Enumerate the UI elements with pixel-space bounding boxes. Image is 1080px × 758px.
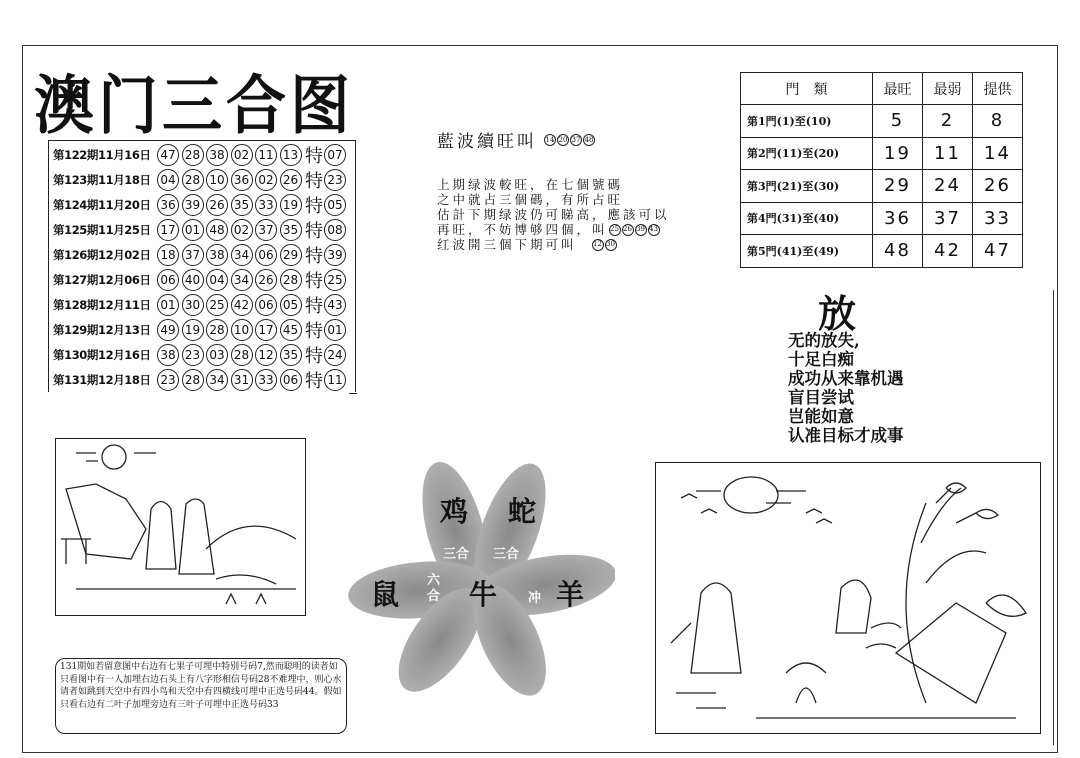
draw-row [53,343,349,367]
draw-row [53,193,349,217]
draw-label: 第129期12月13日 [53,323,151,337]
number-ball: 34 [231,269,253,291]
table-row [741,170,1023,203]
number-ball: 01 [157,294,179,316]
offer-value: 14 [973,137,1023,170]
draw-row [53,368,349,392]
number-ball: 30 [182,294,204,316]
sanhe-label: 三合 [493,547,520,562]
offer-value: 33 [973,202,1023,235]
draw-label: 第130期12月16日 [53,348,151,362]
number-ball: 13 [280,144,302,166]
hot-value: 29 [873,170,923,203]
number-ball: 38 [206,144,228,166]
draw-label: 第124期11月20日 [53,198,151,212]
draw-row [53,143,349,167]
number-ball: 40 [182,269,204,291]
number-ball: 37 [571,135,581,144]
number-ball: 38 [157,344,179,366]
number-ball: 02 [231,219,253,241]
special-number-ball: 11 [324,369,346,391]
hot-value: 19 [873,137,923,170]
number-ball: 35 [280,344,302,366]
draw-label: 第127期12月06日 [53,273,151,287]
number-ball: 04 [206,269,228,291]
number-ball: 28 [231,344,253,366]
door-range: 第2門(11)至(20) [741,137,873,170]
header-hot: 最旺 [873,73,923,105]
number-ball: 10 [206,169,228,191]
number-ball: 11 [255,144,277,166]
special-label: 特 [305,196,323,217]
divider [1053,290,1054,745]
number-ball: 48 [584,135,594,144]
special-number-ball: 39 [324,244,346,266]
cold-value: 42 [923,235,973,268]
number-ball: 45 [280,319,302,341]
number-ball: 20 [558,135,568,144]
number-ball: 14 [545,135,555,144]
number-ball: 39 [182,194,204,216]
draw-row [53,318,349,342]
special-label: 特 [305,296,323,317]
analysis-line [437,222,670,237]
number-ball: 43 [648,224,660,236]
illustration-old-man-tree [655,462,1041,734]
offer-value: 47 [973,235,1023,268]
number-ball: 19 [280,194,302,216]
number-ball: 29 [280,244,302,266]
zodiac-rooster: 鸡 [440,495,469,528]
zodiac-rat: 鼠 [371,578,400,611]
door-range: 第5門(41)至(49) [741,235,873,268]
liuhe-label: 六合 [427,573,441,604]
number-ball: 17 [255,319,277,341]
poem-line: 十足白痴 [788,350,854,369]
number-ball: 49 [157,319,179,341]
number-ball: 01 [182,219,204,241]
number-ball: 26 [622,224,634,236]
draw-label: 第128期12月11日 [53,298,151,312]
number-ball: 35 [231,194,253,216]
door-table [740,72,1023,268]
table-row [741,137,1023,170]
number-ball: 17 [157,219,179,241]
hot-value: 5 [873,105,923,138]
draw-label: 第122期11月16日 [53,148,151,162]
number-ball: 28 [182,169,204,191]
analysis-text [437,177,670,252]
page-title: 澳门三合图 [34,69,354,143]
number-ball: 28 [182,144,204,166]
table-header [741,73,1023,105]
special-label: 特 [305,221,323,242]
number-ball: 05 [280,294,302,316]
number-ball: 10 [231,319,253,341]
number-ball: 28 [280,269,302,291]
table-row [741,202,1023,235]
number-ball: 03 [206,344,228,366]
draw-row [53,268,349,292]
illustration-two-figures [55,438,306,616]
special-label: 特 [305,346,323,367]
poem-line: 盲目尝试 [788,388,854,407]
offer-value: 26 [973,170,1023,203]
number-ball: 33 [255,369,277,391]
poem-line: 认准目标才成事 [788,426,904,445]
analysis-line-text: 红波開三個下期可叫 [437,237,577,252]
cold-value: 2 [923,105,973,138]
header-offer: 提供 [973,73,1023,105]
hint-note: 131期如若留意图中右边有七果子可埋中特别号码7,然而聪明的读者如只看图中有一人加埋右边石头上有八字形相信号码28不难埋中，则心水请者如跳到天空中有四小鸟和天空中有四横线可埋中正选号码44。假如只看右边有二叶子加埋旁边有三叶子可埋中正选号码33 [55,658,347,734]
number-ball: 38 [206,244,228,266]
analysis-line: 上期绿波較旺，在七個號碼 [437,177,624,192]
draw-label: 第126期12月02日 [53,248,151,262]
header-cold: 最弱 [923,73,973,105]
zodiac-snake: 蛇 [508,495,537,528]
number-ball: 35 [280,219,302,241]
special-label: 特 [305,321,323,342]
special-label: 特 [305,171,323,192]
draw-row [53,243,349,267]
zodiac-ox: 牛 [469,578,498,611]
number-ball: 12 [592,239,604,251]
special-number-ball: 23 [324,169,346,191]
number-ball: 06 [157,269,179,291]
special-number-ball: 05 [324,194,346,216]
zodiac-goat: 羊 [556,578,585,611]
chong-label: 冲 [528,591,542,606]
poem-line: 岂能如意 [788,407,854,426]
number-ball: 26 [255,269,277,291]
number-ball: 12 [255,344,277,366]
poem-line: 成功从来靠机遇 [788,369,904,388]
poem [788,331,904,445]
cold-value: 37 [923,202,973,235]
number-ball: 19 [182,319,204,341]
number-ball: 23 [182,344,204,366]
analysis-line [437,237,670,252]
analysis-line: 估計下期绿波仍可睇高，應該可以 [437,207,670,222]
blue-wave-text: 藍波續旺叫 [437,132,537,152]
poem-title: 放 [818,291,857,336]
number-ball: 31 [231,369,253,391]
door-range: 第3門(21)至(30) [741,170,873,203]
number-ball: 33 [255,194,277,216]
special-label: 特 [305,271,323,292]
number-ball: 37 [255,219,277,241]
special-number-ball: 25 [324,269,346,291]
analysis-line-text: 再旺，不妨博够四個，叫 [437,222,608,237]
number-ball: 39 [635,224,647,236]
draw-label: 第131期12月18日 [53,373,151,387]
number-ball: 36 [231,169,253,191]
hot-value: 36 [873,202,923,235]
number-ball: 36 [157,194,179,216]
number-ball: 34 [231,244,253,266]
number-ball: 37 [182,244,204,266]
special-number-ball: 07 [324,144,346,166]
number-ball: 42 [231,294,253,316]
number-ball: 02 [255,169,277,191]
table-row [741,105,1023,138]
table-row [741,235,1023,268]
cold-value: 24 [923,170,973,203]
special-label: 特 [305,371,323,392]
number-ball: 06 [255,294,277,316]
draw-row [53,293,349,317]
number-ball: 34 [206,369,228,391]
number-ball: 26 [206,194,228,216]
number-ball: 04 [157,169,179,191]
blue-wave-heading [437,127,595,152]
number-ball: 06 [255,244,277,266]
offer-value: 8 [973,105,1023,138]
draw-results-table [48,140,356,392]
draw-label: 第125期11月25日 [53,223,151,237]
analysis-line: 之中就占三個碼，有所占旺 [437,192,624,207]
sanhe-label: 三合 [443,547,470,562]
door-range: 第4門(31)至(40) [741,202,873,235]
hot-value: 48 [873,235,923,268]
number-ball: 02 [231,144,253,166]
draw-label: 第123期11月18日 [53,173,151,187]
special-number-ball: 01 [324,319,346,341]
number-ball: 06 [280,369,302,391]
number-ball: 25 [609,224,621,236]
number-ball: 25 [206,294,228,316]
number-ball: 28 [182,369,204,391]
zodiac-flower-diagram [345,455,615,705]
number-ball: 23 [157,369,179,391]
special-label: 特 [305,146,323,167]
number-ball: 28 [206,319,228,341]
door-range: 第1門(1)至(10) [741,105,873,138]
draw-row [53,218,349,242]
number-ball: 47 [157,144,179,166]
number-ball: 26 [280,169,302,191]
number-ball: 18 [157,244,179,266]
draw-row [53,168,349,192]
number-ball: 48 [206,219,228,241]
special-label: 特 [305,246,323,267]
poem-line: 无的放失, [788,331,860,350]
special-number-ball: 24 [324,344,346,366]
special-number-ball: 43 [324,294,346,316]
header-door: 門 類 [741,73,873,105]
cold-value: 11 [923,137,973,170]
number-ball: 30 [605,239,617,251]
special-number-ball: 08 [324,219,346,241]
